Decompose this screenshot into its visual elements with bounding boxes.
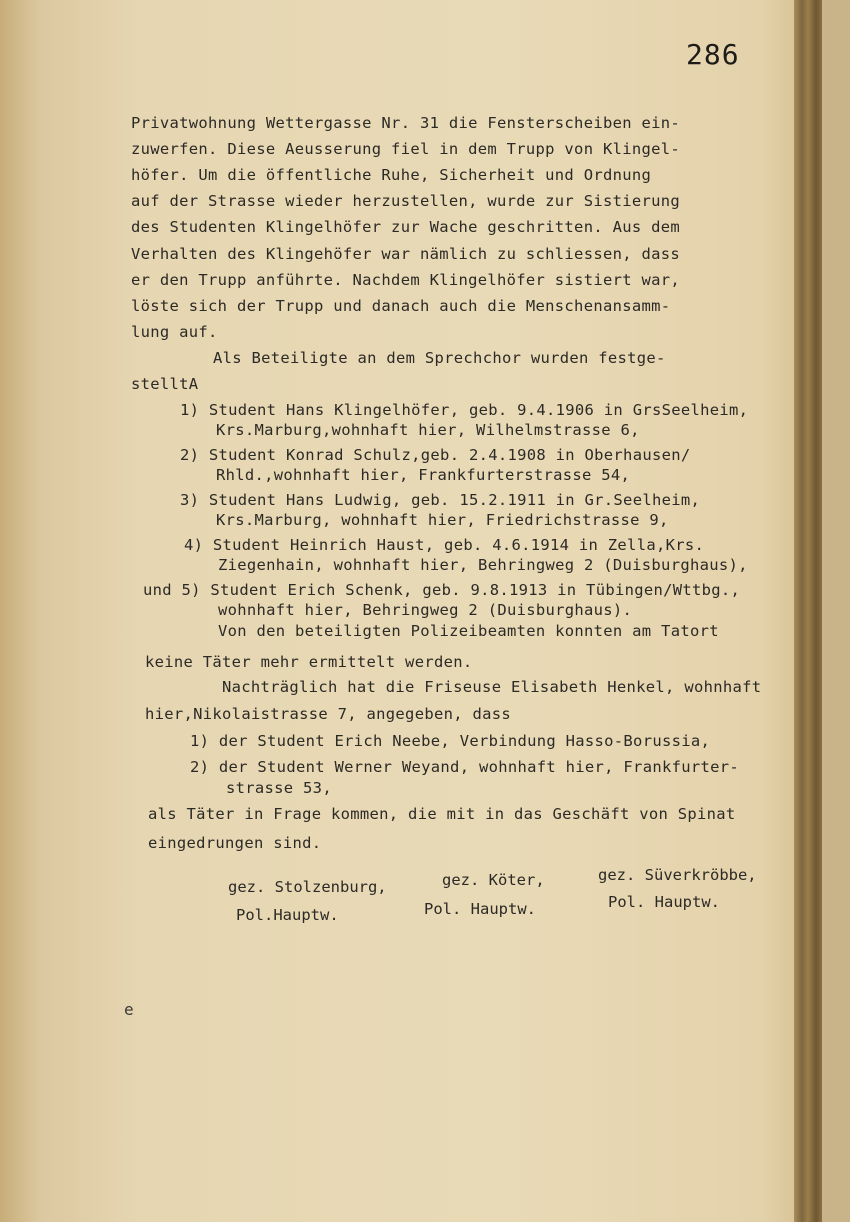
text-line: Von den beteiligten Polizeibeamten konnten am Tatort xyxy=(218,622,719,640)
margin-mark: e xyxy=(124,1000,134,1019)
text-line: hier,Nikolaistrasse 7, angegeben, dass xyxy=(145,705,512,723)
text-line: keine Täter mehr ermittelt werden. xyxy=(145,653,473,671)
text-line: eingedrungen sind. xyxy=(148,834,322,852)
signature-rank: Pol. Hauptw. xyxy=(608,893,720,911)
signature-rank: Pol. Hauptw. xyxy=(424,900,536,918)
list-item-cont: wohnhaft hier, Behringweg 2 (Duisburghaus). xyxy=(218,601,633,619)
text-line: stelltA xyxy=(131,375,199,393)
text-line: Als Beteiligte an dem Sprechchor wurden festge- xyxy=(213,349,666,367)
list-item: und 5) Student Erich Schenk, geb. 9.8.1913 in Tübingen/Wttbg., xyxy=(143,581,741,599)
list-item: 2) der Student Werner Weyand, wohnhaft hier, Frankfurter- xyxy=(190,758,740,776)
list-item-cont: Ziegenhain, wohnhaft hier, Behringweg 2 (Duisburghaus), xyxy=(218,556,748,574)
list-item: 3) Student Hans Ludwig, geb. 15.2.1911 in Gr.Seelheim, xyxy=(180,491,701,509)
page-number: 286 xyxy=(686,38,740,71)
text-line: Verhalten des Klingehöfer war nämlich zu schliessen, dass xyxy=(131,245,681,263)
text-line: löste sich der Trupp und danach auch die Menschenansamm- xyxy=(131,297,671,315)
text-line: Privatwohnung Wettergasse Nr. 31 die Fensterscheiben ein- xyxy=(131,114,681,132)
page-edge xyxy=(794,0,822,1222)
list-item-cont: Rhld.,wohnhaft hier, Frankfurterstrasse 54, xyxy=(216,466,631,484)
list-item: 2) Student Konrad Schulz,geb. 2.4.1908 in Oberhausen/ xyxy=(180,446,691,464)
text-line: Nachträglich hat die Friseuse Elisabeth Henkel, wohnhaft xyxy=(222,678,762,696)
list-item: 1) Student Hans Klingelhöfer, geb. 9.4.1906 in GrsSeelheim, xyxy=(180,401,749,419)
list-item-cont: Krs.Marburg,wohnhaft hier, Wilhelmstrasse 6, xyxy=(216,421,640,439)
text-line: zuwerfen. Diese Aeusserung fiel in dem Trupp von Klingel- xyxy=(131,140,681,158)
signature-name: gez. Süverkröbbe, xyxy=(598,866,757,884)
text-line: lung auf. xyxy=(131,323,218,341)
list-item: 1) der Student Erich Neebe, Verbindung Hasso-Borussia, xyxy=(190,732,711,750)
text-line: als Täter in Frage kommen, die mit in das Geschäft von Spinat xyxy=(148,805,736,823)
text-line: er den Trupp anführte. Nachdem Klingelhöfer sistiert war, xyxy=(131,271,681,289)
signature-rank: Pol.Hauptw. xyxy=(236,906,339,924)
text-line: auf der Strasse wieder herzustellen, wurde zur Sistierung xyxy=(131,192,681,210)
list-item-cont: strasse 53, xyxy=(226,779,332,797)
text-line: höfer. Um die öffentliche Ruhe, Sicherheit und Ordnung xyxy=(131,166,652,184)
signature-name: gez. Köter, xyxy=(442,871,545,889)
text-line: des Studenten Klingelhöfer zur Wache geschritten. Aus dem xyxy=(131,218,681,236)
list-item-cont: Krs.Marburg, wohnhaft hier, Friedrichstrasse 9, xyxy=(216,511,669,529)
list-item: 4) Student Heinrich Haust, geb. 4.6.1914 in Zella,Krs. xyxy=(184,536,705,554)
signature-name: gez. Stolzenburg, xyxy=(228,878,387,896)
